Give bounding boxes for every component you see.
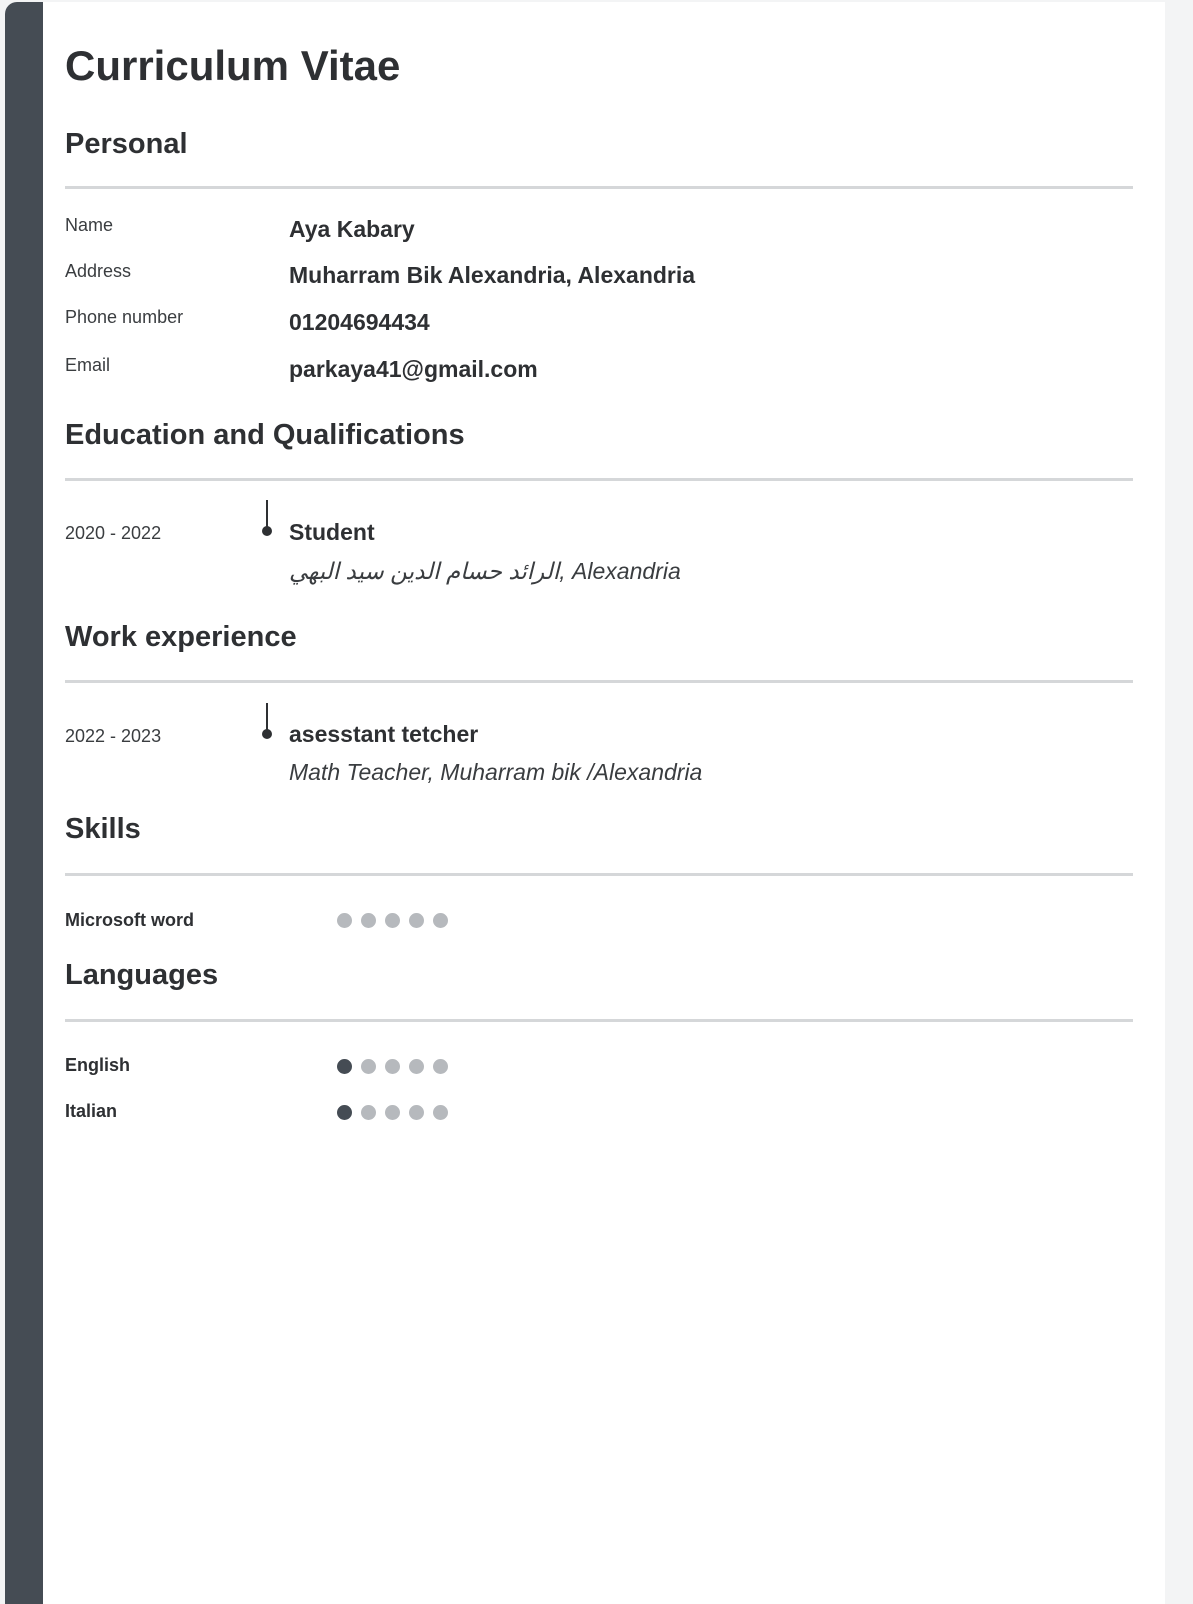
rating-dot-empty (361, 1059, 376, 1074)
document-title: Curriculum Vitae (65, 42, 401, 89)
section-title-skills: Skills (65, 813, 141, 845)
rating-dot-empty (409, 1105, 424, 1120)
language-name-italian: Italian (65, 1101, 118, 1121)
skill-name: Microsoft word (65, 910, 194, 930)
section-divider (65, 680, 1133, 683)
rating-dot-filled (337, 1105, 352, 1120)
personal-value-name: Aya Kabary (289, 216, 415, 242)
personal-label-phone: Phone number (65, 307, 184, 327)
personal-value-phone: 01204694434 (289, 309, 430, 335)
rating-dot-empty (385, 1105, 400, 1120)
timeline-dot (262, 729, 272, 739)
language-name-english: English (65, 1055, 131, 1075)
language-rating-english (337, 1059, 448, 1075)
work-employer: Math Teacher, Muharram bik /Alexandria (289, 759, 703, 785)
personal-value-address: Muharram Bik Alexandria, Alexandria (289, 262, 696, 288)
personal-label-email: Email (65, 355, 111, 375)
rating-dot-empty (385, 1059, 400, 1074)
section-divider (65, 186, 1133, 189)
work-dates: 2022 - 2023 (65, 726, 162, 746)
rating-dot-empty (361, 1105, 376, 1120)
language-rating-italian (337, 1105, 448, 1121)
rating-dot-filled (337, 1059, 352, 1074)
work-title: asesstant tetcher (289, 721, 479, 747)
education-dates: 2020 - 2022 (65, 523, 162, 543)
section-title-education: Education and Qualifications (65, 419, 465, 451)
section-divider (65, 1019, 1133, 1022)
section-title-languages: Languages (65, 959, 219, 991)
section-title-personal: Personal (65, 128, 188, 160)
section-title-work: Work experience (65, 621, 297, 653)
rating-dot-empty (385, 913, 400, 928)
rating-dot-empty (433, 913, 448, 928)
education-institution: الرائد حسام الدين سيد البهي, Alexandria (289, 558, 681, 584)
section-divider (65, 873, 1133, 876)
sidebar-accent-bar (5, 2, 43, 1604)
section-divider (65, 478, 1133, 481)
rating-dot-empty (409, 1059, 424, 1074)
education-title: Student (289, 519, 375, 545)
personal-label-address: Address (65, 261, 132, 281)
skill-rating (337, 913, 448, 929)
rating-dot-empty (409, 913, 424, 928)
personal-value-email: parkaya41@gmail.com (289, 356, 538, 382)
personal-label-name: Name (65, 215, 114, 235)
rating-dot-empty (361, 913, 376, 928)
rating-dot-empty (433, 1059, 448, 1074)
cv-page (5, 2, 1165, 1604)
timeline-dot (262, 526, 272, 536)
rating-dot-empty (433, 1105, 448, 1120)
rating-dot-empty (337, 913, 352, 928)
